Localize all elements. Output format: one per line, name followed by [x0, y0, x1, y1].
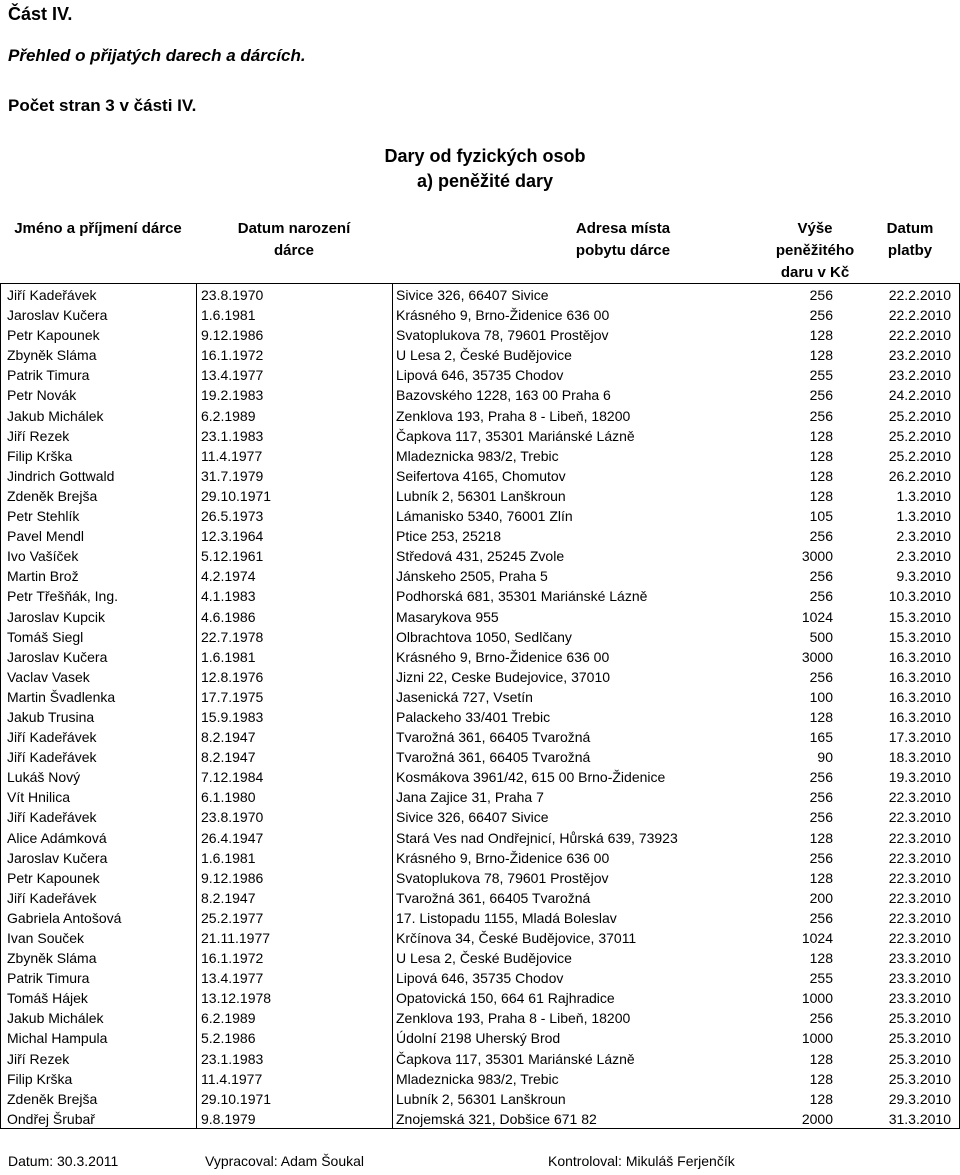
amount-cell: 256 [809, 809, 833, 826]
donor-name-cell: Martin Brož [7, 568, 79, 585]
address-cell: Bazovského 1228, 163 00 Praha 6 [396, 387, 611, 404]
address-cell: Lubník 2, 56301 Lanškroun [396, 1090, 566, 1107]
birth-date-cell: 6.1.1980 [201, 789, 256, 806]
address-cell: Mladeznicka 983/2, Trebic [396, 447, 559, 464]
table-row [0, 686, 960, 706]
amount-cell: 128 [809, 447, 833, 464]
table-row [0, 1048, 960, 1068]
table-row [0, 1027, 960, 1047]
amount-cell: 128 [809, 1050, 833, 1067]
table-row [0, 786, 960, 806]
birth-date-cell: 29.10.1971 [201, 1090, 272, 1107]
amount-cell: 256 [809, 387, 833, 404]
amount-cell: 128 [809, 1090, 833, 1107]
amount-cell: 2000 [801, 1110, 833, 1127]
donor-name-cell: Vít Hnilica [7, 789, 71, 806]
amount-cell: 256 [809, 769, 833, 786]
birth-date-cell: 5.2.1986 [201, 1030, 256, 1047]
birth-date-cell: 13.12.1978 [201, 990, 272, 1007]
amount-cell: 200 [809, 889, 833, 906]
amount-cell: 128 [809, 347, 833, 364]
table-row [0, 606, 960, 626]
donor-name-cell: Jakub Trusina [7, 708, 95, 725]
donor-name-cell: Jaroslav Kučera [7, 648, 108, 665]
address-cell: U Lesa 2, České Budějovice [396, 950, 572, 967]
table-row [0, 626, 960, 646]
donor-name-cell: Alice Adámková [7, 829, 107, 846]
donor-name-cell: Ivo Vašíček [7, 548, 79, 565]
birth-date-cell: 4.2.1974 [201, 568, 256, 585]
payment-date-cell: 23.2.2010 [888, 367, 951, 384]
payment-date-cell: 29.3.2010 [888, 1090, 951, 1107]
donor-name-cell: Jiří Kadeřávek [7, 729, 97, 746]
amount-cell: 256 [809, 909, 833, 926]
birth-date-cell: 23.1.1983 [201, 1050, 264, 1067]
amount-cell: 256 [809, 528, 833, 545]
table-row [0, 867, 960, 887]
donations-table-body [0, 284, 960, 1128]
birth-date-cell: 13.4.1977 [201, 970, 264, 987]
header-name-label: Jméno a příjmení dárce [14, 220, 182, 237]
payment-date-cell: 25.2.2010 [888, 427, 951, 444]
birth-date-cell: 9.8.1979 [201, 1110, 256, 1127]
birth-date-cell: 16.1.1972 [201, 950, 264, 967]
birth-date-cell: 19.2.1983 [201, 387, 264, 404]
payment-date-cell: 15.3.2010 [888, 608, 951, 625]
payment-date-cell: 25.3.2010 [888, 1010, 951, 1027]
birth-date-cell: 11.4.1977 [201, 447, 263, 464]
payment-date-cell: 1.3.2010 [896, 487, 951, 504]
donor-name-cell: Zbyněk Sláma [7, 347, 97, 364]
payment-date-cell: 15.3.2010 [888, 628, 951, 645]
birth-date-cell: 31.7.1979 [201, 467, 264, 484]
address-cell: Masarykova 955 [396, 608, 499, 625]
amount-cell: 500 [809, 628, 833, 645]
payment-date-cell: 22.3.2010 [888, 869, 951, 886]
address-cell: Krásného 9, Brno-Židenice 636 00 [396, 648, 610, 665]
birth-date-cell: 1.6.1981 [201, 648, 256, 665]
payment-date-cell: 25.3.2010 [888, 1070, 951, 1087]
amount-cell: 256 [809, 1010, 833, 1027]
birth-date-cell: 17.7.1975 [201, 688, 264, 705]
birth-date-cell: 23.8.1970 [201, 809, 264, 826]
amount-cell: 1000 [801, 1030, 833, 1047]
amount-cell: 128 [809, 950, 833, 967]
table-row [0, 847, 960, 867]
table-row [0, 947, 960, 967]
donor-name-cell: Jiří Rezek [7, 1050, 70, 1067]
donor-name-cell: Jindrich Gottwald [7, 467, 115, 484]
table-row [0, 445, 960, 465]
payment-date-cell: 16.3.2010 [888, 688, 951, 705]
table-row [0, 384, 960, 404]
table-bottom-border [0, 1128, 960, 1129]
table-row [0, 987, 960, 1007]
header-date-line2: platby [887, 242, 933, 259]
donor-name-cell: Patrik Timura [7, 367, 90, 384]
header-amount-line3: daru v Kč [780, 264, 850, 281]
amount-cell: 256 [809, 407, 833, 424]
donor-name-cell: Zdeněk Brejša [7, 487, 98, 504]
address-cell: Kosmákova 3961/42, 615 00 Brno-Židenice [396, 769, 666, 786]
birth-date-cell: 6.2.1989 [201, 1010, 256, 1027]
donor-name-cell: Petr Novák [7, 387, 77, 404]
table-row [0, 304, 960, 324]
address-cell: Lipová 646, 35735 Chodov [396, 970, 564, 987]
amount-cell: 128 [809, 869, 833, 886]
address-cell: Jasenická 727, Vsetín [396, 688, 533, 705]
birth-date-cell: 9.12.1986 [201, 869, 264, 886]
table-row [0, 646, 960, 666]
donor-name-cell: Tomáš Siegl [7, 628, 84, 645]
donor-name-cell: Tomáš Hájek [7, 990, 88, 1007]
payment-date-cell: 23.3.2010 [888, 970, 951, 987]
address-cell: Seifertova 4165, Chomutov [396, 467, 566, 484]
birth-date-cell: 25.2.1977 [201, 909, 264, 926]
payment-date-cell: 25.2.2010 [888, 407, 951, 424]
amount-cell: 255 [809, 367, 833, 384]
payment-date-cell: 22.3.2010 [888, 909, 951, 926]
birth-date-cell: 29.10.1971 [201, 487, 272, 504]
donor-name-cell: Martin Švadlenka [7, 688, 116, 705]
donor-name-cell: Jiří Kadeřávek [7, 749, 97, 766]
donor-name-cell: Jaroslav Kučera [7, 849, 108, 866]
table-row [0, 585, 960, 605]
payment-date-cell: 25.3.2010 [888, 1050, 951, 1067]
address-cell: U Lesa 2, České Budějovice [396, 347, 572, 364]
address-cell: Krásného 9, Brno-Židenice 636 00 [396, 849, 610, 866]
donor-name-cell: Petr Kapounek [7, 327, 100, 344]
amount-cell: 1024 [801, 608, 833, 625]
header-address-line2: pobytu dárce [575, 242, 671, 259]
amount-cell: 3000 [801, 548, 833, 565]
address-cell: Krásného 9, Brno-Židenice 636 00 [396, 307, 610, 324]
payment-date-cell: 24.2.2010 [888, 387, 951, 404]
address-cell: Svatoplukova 78, 79601 Prostějov [396, 327, 609, 344]
payment-date-cell: 22.3.2010 [888, 889, 951, 906]
donor-name-cell: Zbyněk Sláma [7, 950, 97, 967]
amount-cell: 255 [809, 970, 833, 987]
table-row [0, 465, 960, 485]
address-cell: Znojemská 321, Dobšice 671 82 [396, 1110, 597, 1127]
header-amount [765, 218, 865, 284]
amount-cell: 90 [817, 749, 833, 766]
amount-cell: 128 [809, 1070, 833, 1087]
header-date [870, 218, 950, 262]
amount-cell: 256 [809, 307, 833, 324]
amount-cell: 128 [809, 327, 833, 344]
birth-date-cell: 15.9.1983 [201, 708, 264, 725]
header-address-line1: Adresa místa [575, 220, 671, 237]
footer-checked-by: Kontroloval: Mikuláš Ferjenčík [548, 1153, 735, 1169]
donor-name-cell: Patrik Timura [7, 970, 90, 987]
birth-date-cell: 13.4.1977 [201, 367, 264, 384]
amount-cell: 256 [809, 789, 833, 806]
amount-cell: 3000 [801, 648, 833, 665]
amount-cell: 256 [809, 568, 833, 585]
payment-date-cell: 22.2.2010 [888, 287, 951, 303]
birth-date-cell: 4.1.1983 [201, 588, 256, 605]
table-subtitle: a) peněžité dary [416, 171, 554, 191]
header-birth [196, 218, 392, 262]
amount-cell: 256 [809, 588, 833, 605]
table-row [0, 666, 960, 686]
table-row [0, 1068, 960, 1088]
table-row [0, 405, 960, 425]
payment-date-cell: 1.3.2010 [896, 508, 951, 525]
table-row [0, 525, 960, 545]
address-cell: Lámanisko 5340, 76001 Zlín [396, 508, 573, 525]
payment-date-cell: 16.3.2010 [888, 668, 951, 685]
amount-cell: 256 [809, 668, 833, 685]
birth-date-cell: 1.6.1981 [201, 849, 256, 866]
birth-date-cell: 16.1.1972 [201, 347, 264, 364]
header-amount-line2: peněžitého [775, 242, 855, 259]
table-title: Dary od fyzických osob [384, 146, 586, 166]
table-row [0, 1108, 960, 1128]
payment-date-cell: 17.3.2010 [888, 729, 951, 746]
header-birth-line1: Datum narození [237, 220, 351, 237]
table-row [0, 887, 960, 907]
donor-name-cell: Jakub Michálek [7, 407, 104, 424]
amount-cell: 105 [809, 508, 833, 525]
birth-date-cell: 23.1.1983 [201, 427, 264, 444]
table-row [0, 706, 960, 726]
header-name [0, 218, 196, 240]
page-count-heading: Počet stran 3 v části IV. [8, 96, 197, 115]
amount-cell: 165 [809, 729, 833, 746]
table-row [0, 967, 960, 987]
birth-date-cell: 12.3.1964 [201, 528, 264, 545]
address-cell: Lubník 2, 56301 Lanškroun [396, 487, 566, 504]
payment-date-cell: 22.3.2010 [888, 849, 951, 866]
address-cell: Sivice 326, 66407 Sivice [396, 809, 549, 826]
birth-date-cell: 26.5.1973 [201, 508, 264, 525]
payment-date-cell: 9.3.2010 [896, 568, 951, 585]
payment-date-cell: 22.3.2010 [888, 789, 951, 806]
donor-name-cell: Jaroslav Kučera [7, 307, 108, 324]
table-row [0, 344, 960, 364]
payment-date-cell: 23.3.2010 [888, 990, 951, 1007]
birth-date-cell: 4.6.1986 [201, 608, 256, 625]
address-cell: Opatovická 150, 664 61 Rajhradice [396, 990, 615, 1007]
payment-date-cell: 16.3.2010 [888, 648, 951, 665]
birth-date-cell: 7.12.1984 [201, 769, 264, 786]
donor-name-cell: Gabriela Antošová [7, 909, 122, 926]
payment-date-cell: 22.2.2010 [888, 307, 951, 324]
birth-date-cell: 21.11.1977 [201, 930, 271, 946]
address-cell: Palackeho 33/401 Trebic [396, 708, 551, 725]
amount-cell: 128 [809, 487, 833, 504]
overview-heading: Přehled o přijatých darech a dárcích. [8, 46, 306, 65]
address-cell: Podhorská 681, 35301 Mariánské Lázně [396, 588, 648, 605]
amount-cell: 128 [809, 467, 833, 484]
header-amount-line1: Výše [797, 220, 833, 237]
address-cell: Stará Ves nad Ondřejnicí, Hůrská 639, 73923 [396, 829, 678, 846]
payment-date-cell: 25.2.2010 [888, 447, 951, 464]
table-row [0, 766, 960, 786]
address-cell: Jizni 22, Ceske Budejovice, 37010 [396, 668, 611, 685]
payment-date-cell: 22.2.2010 [888, 327, 951, 344]
amount-cell: 1000 [801, 990, 833, 1007]
header-date-line1: Datum [886, 220, 934, 237]
birth-date-cell: 11.4.1977 [201, 1070, 263, 1087]
birth-date-cell: 1.6.1981 [201, 307, 256, 324]
address-cell: Tvarožná 361, 66405 Tvarožná [396, 729, 591, 746]
donor-name-cell: Petr Třešňák, Ing. [7, 588, 119, 605]
header-birth-line2: dárce [273, 242, 315, 259]
table-row [0, 827, 960, 847]
amount-cell: 1024 [801, 930, 833, 946]
donor-name-cell: Michal Hampula [7, 1030, 108, 1047]
table-row [0, 806, 960, 826]
footer-date: Datum: 30.3.2011 [8, 1153, 119, 1169]
payment-date-cell: 22.3.2010 [888, 809, 951, 826]
address-cell: Zenklova 193, Praha 8 - Libeň, 18200 [396, 1010, 631, 1027]
amount-cell: 256 [809, 849, 833, 866]
donor-name-cell: Jiří Kadeřávek [7, 889, 97, 906]
address-cell: Čapkova 117, 35301 Mariánské Lázně [396, 1050, 635, 1067]
donor-name-cell: Ivan Souček [7, 930, 85, 946]
address-cell: Tvarožná 361, 66405 Tvarožná [396, 889, 591, 906]
birth-date-cell: 23.8.1970 [201, 287, 264, 303]
donor-name-cell: Filip Krška [7, 1070, 73, 1087]
birth-date-cell: 8.2.1947 [201, 889, 256, 906]
birth-date-cell: 26.4.1947 [201, 829, 264, 846]
donor-name-cell: Jakub Michálek [7, 1010, 104, 1027]
address-cell: Tvarožná 361, 66405 Tvarožná [396, 749, 591, 766]
table-row [0, 545, 960, 565]
address-cell: Lipová 646, 35735 Chodov [396, 367, 564, 384]
payment-date-cell: 2.3.2010 [896, 548, 951, 565]
table-row [0, 284, 960, 304]
donor-name-cell: Jiří Rezek [7, 427, 70, 444]
payment-date-cell: 23.3.2010 [888, 950, 951, 967]
payment-date-cell: 16.3.2010 [888, 708, 951, 725]
donor-name-cell: Petr Stehlík [7, 508, 80, 525]
amount-cell: 256 [809, 287, 833, 303]
table-row [0, 425, 960, 445]
donor-name-cell: Jiří Kadeřávek [7, 287, 97, 303]
payment-date-cell: 19.3.2010 [888, 769, 951, 786]
donor-name-cell: Petr Kapounek [7, 869, 100, 886]
address-cell: Olbrachtova 1050, Sedlčany [396, 628, 572, 645]
table-row [0, 324, 960, 344]
donor-name-cell: Lukáš Nový [7, 769, 81, 786]
address-cell: Krčínova 34, České Budějovice, 37011 [396, 930, 637, 946]
part-heading: Část IV. [8, 4, 73, 24]
payment-date-cell: 25.3.2010 [888, 1030, 951, 1047]
amount-cell: 128 [809, 829, 833, 846]
table-row [0, 364, 960, 384]
table-row [0, 485, 960, 505]
birth-date-cell: 12.8.1976 [201, 668, 264, 685]
amount-cell: 100 [809, 688, 833, 705]
donor-name-cell: Jaroslav Kupcik [7, 608, 106, 625]
address-cell: Svatoplukova 78, 79601 Prostějov [396, 869, 609, 886]
donor-name-cell: Ondřej Šrubař [7, 1110, 95, 1127]
payment-date-cell: 18.3.2010 [888, 749, 951, 766]
address-cell: Jánskeho 2505, Praha 5 [396, 568, 548, 585]
donor-name-cell: Filip Krška [7, 447, 73, 464]
address-cell: Jana Zajice 31, Praha 7 [396, 789, 544, 806]
payment-date-cell: 22.3.2010 [888, 930, 951, 946]
birth-date-cell: 6.2.1989 [201, 407, 256, 424]
address-cell: Středová 431, 25245 Zvole [396, 548, 565, 565]
birth-date-cell: 5.12.1961 [201, 548, 264, 565]
table-row [0, 726, 960, 746]
footer-prepared-by: Vypracoval: Adam Šoukal [205, 1153, 365, 1169]
table-row [0, 1088, 960, 1108]
table-row [0, 1007, 960, 1027]
donor-name-cell: Jiří Kadeřávek [7, 809, 97, 826]
amount-cell: 128 [809, 427, 833, 444]
address-cell: Údolní 2198 Uherský Brod [396, 1030, 561, 1047]
address-cell: Sivice 326, 66407 Sivice [396, 287, 549, 303]
payment-date-cell: 31.3.2010 [888, 1110, 951, 1127]
birth-date-cell: 8.2.1947 [201, 729, 256, 746]
donor-name-cell: Zdeněk Brejša [7, 1090, 98, 1107]
table-row [0, 746, 960, 766]
birth-date-cell: 8.2.1947 [201, 749, 256, 766]
table-row [0, 927, 960, 947]
address-cell: Zenklova 193, Praha 8 - Libeň, 18200 [396, 407, 631, 424]
address-cell: Ptice 253, 25218 [396, 528, 502, 545]
table-row [0, 505, 960, 525]
table-row [0, 565, 960, 585]
birth-date-cell: 9.12.1986 [201, 327, 264, 344]
payment-date-cell: 10.3.2010 [888, 588, 951, 605]
table-row [0, 907, 960, 927]
amount-cell: 128 [809, 708, 833, 725]
donor-name-cell: Pavel Mendl [7, 528, 85, 545]
address-cell: Čapkova 117, 35301 Mariánské Lázně [396, 427, 635, 444]
birth-date-cell: 22.7.1978 [201, 628, 264, 645]
donor-name-cell: Vaclav Vasek [7, 668, 90, 685]
payment-date-cell: 23.2.2010 [888, 347, 951, 364]
payment-date-cell: 2.3.2010 [896, 528, 951, 545]
address-cell: 17. Listopadu 1155, Mladá Boleslav [396, 909, 617, 926]
payment-date-cell: 26.2.2010 [888, 467, 951, 484]
address-cell: Mladeznicka 983/2, Trebic [396, 1070, 559, 1087]
payment-date-cell: 22.3.2010 [888, 829, 951, 846]
